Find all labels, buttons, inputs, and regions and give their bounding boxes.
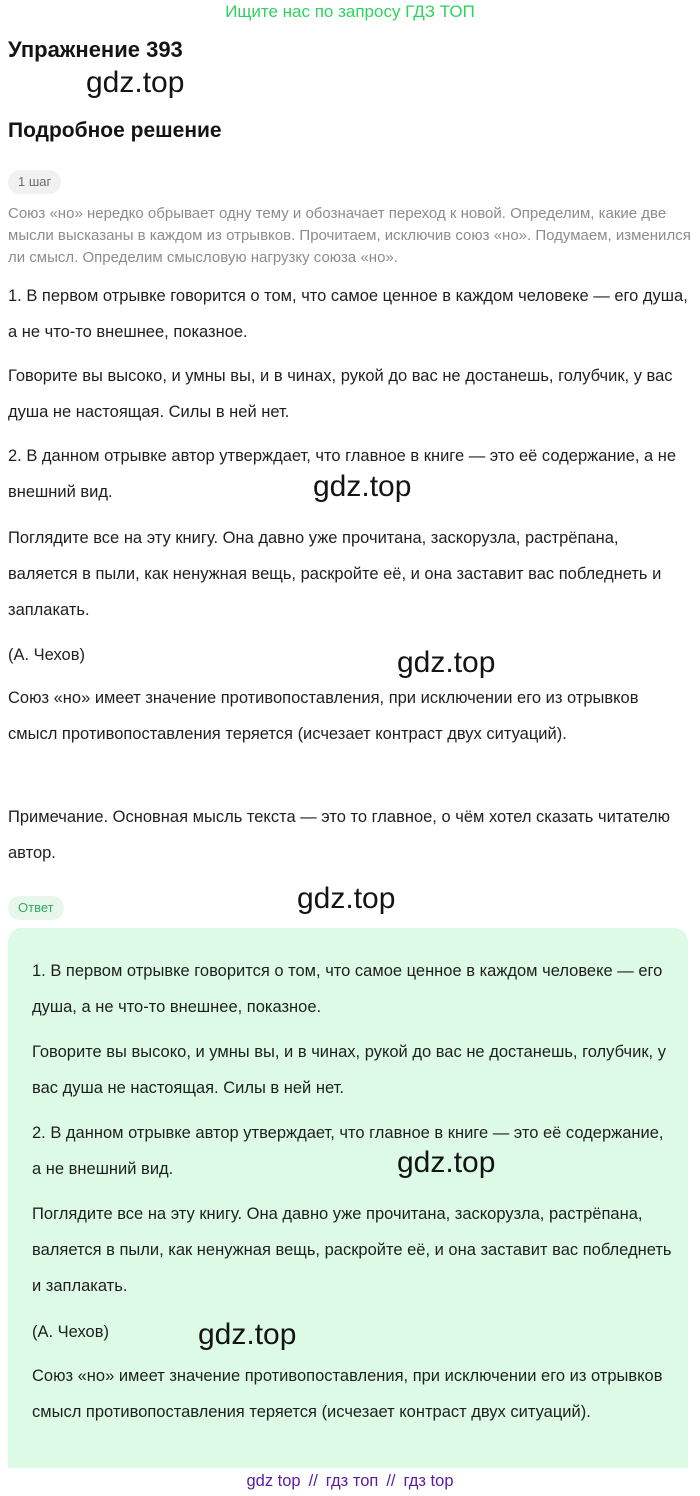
- solution-paragraph: Примечание. Основная мысль текста — это то главное, о чём хотел сказать читателю автор.: [8, 808, 670, 862]
- watermark: gdz.top: [313, 470, 412, 503]
- footer-link-gdz-top-ru[interactable]: гдз топ: [325, 1472, 379, 1490]
- solution-paragraph: Союз «но» имеет значение противопоставления, при исключении его из отрывков смысл противопоставления теряется (исчезает контраст двух ситуаций).: [8, 689, 639, 743]
- section-title: Подробное решение: [8, 119, 222, 142]
- top-banner: Ищите нас по запросу ГДЗ ТОП: [225, 2, 475, 21]
- answer-paragraph: 1. В первом отрывке говорится о том, что самое ценное в каждом человеке — его душа, а не что-то внешнее, показное.: [32, 962, 663, 1016]
- solution-paragraph: 1. В первом отрывке говорится о том, что самое ценное в каждом человеке — его душа, а не что-то внешнее, показное.: [8, 287, 688, 341]
- solution-paragraph: (А. Чехов): [8, 646, 85, 664]
- page-title: Упражнение 393: [8, 37, 183, 62]
- answer-badge: Ответ: [8, 896, 64, 920]
- watermark: gdz.top: [397, 1146, 496, 1179]
- answer-box: [8, 928, 688, 1468]
- answer-paragraph: (А. Чехов): [32, 1323, 109, 1341]
- answer-paragraph: Поглядите все на эту книгу. Она давно уже прочитана, заскорузла, растрёпана, валяется в пыли, как ненужная вещь, раскройте её, и она заставит вас побледнеть и заплакать.: [32, 1205, 672, 1295]
- watermark: gdz.top: [198, 1318, 297, 1351]
- watermark: gdz.top: [297, 882, 396, 915]
- answer-paragraph: 2. В данном отрывке автор утверждает, что главное в книге — это её содержание, а не внешний вид.: [32, 1124, 664, 1178]
- answer-paragraph: Союз «но» имеет значение противопоставления, при исключении его из отрывков смысл противопоставления теряется (исчезает контраст двух ситуаций).: [32, 1367, 663, 1421]
- step-badge: 1 шаг: [8, 170, 61, 194]
- solution-paragraph: Поглядите все на эту книгу. Она давно уже прочитана, заскорузла, растрёпана, валяется в пыли, как ненужная вещь, раскройте её, и она заставит вас побледнеть и заплакать.: [8, 529, 662, 619]
- solution-paragraph: Говорите вы высоко, и умны вы, и в чинах, рукой до вас не достанешь, голубчик, у вас душа не настоящая. Силы в ней нет.: [8, 367, 673, 421]
- answer-paragraph: Говорите вы высоко, и умны вы, и в чинах, рукой до вас не достанешь, голубчик, у вас душа не настоящая. Силы в ней нет.: [32, 1043, 666, 1097]
- solution-paragraph: 2. В данном отрывке автор утверждает, что главное в книге — это её содержание, а не внешний вид.: [8, 447, 677, 501]
- watermark: gdz.top: [397, 646, 496, 679]
- footer: [0, 1468, 700, 1496]
- watermark: gdz.top: [86, 66, 185, 99]
- footer-separator: //: [308, 1472, 318, 1490]
- step-hint: Союз «но» нередко обрывает одну тему и обозначает переход к новой. Определим, какие две мысли высказаны в каждом из отрывков. Прочитаем, исключив союз «но». Подумаем, изменился ли смысл. Определим смысловую нагрузку союза «но».: [8, 205, 691, 266]
- footer-link-gdz-top[interactable]: gdz top: [246, 1472, 301, 1490]
- footer-link-gdz-top-mixed[interactable]: гдз top: [403, 1472, 454, 1490]
- footer-separator: //: [386, 1472, 396, 1490]
